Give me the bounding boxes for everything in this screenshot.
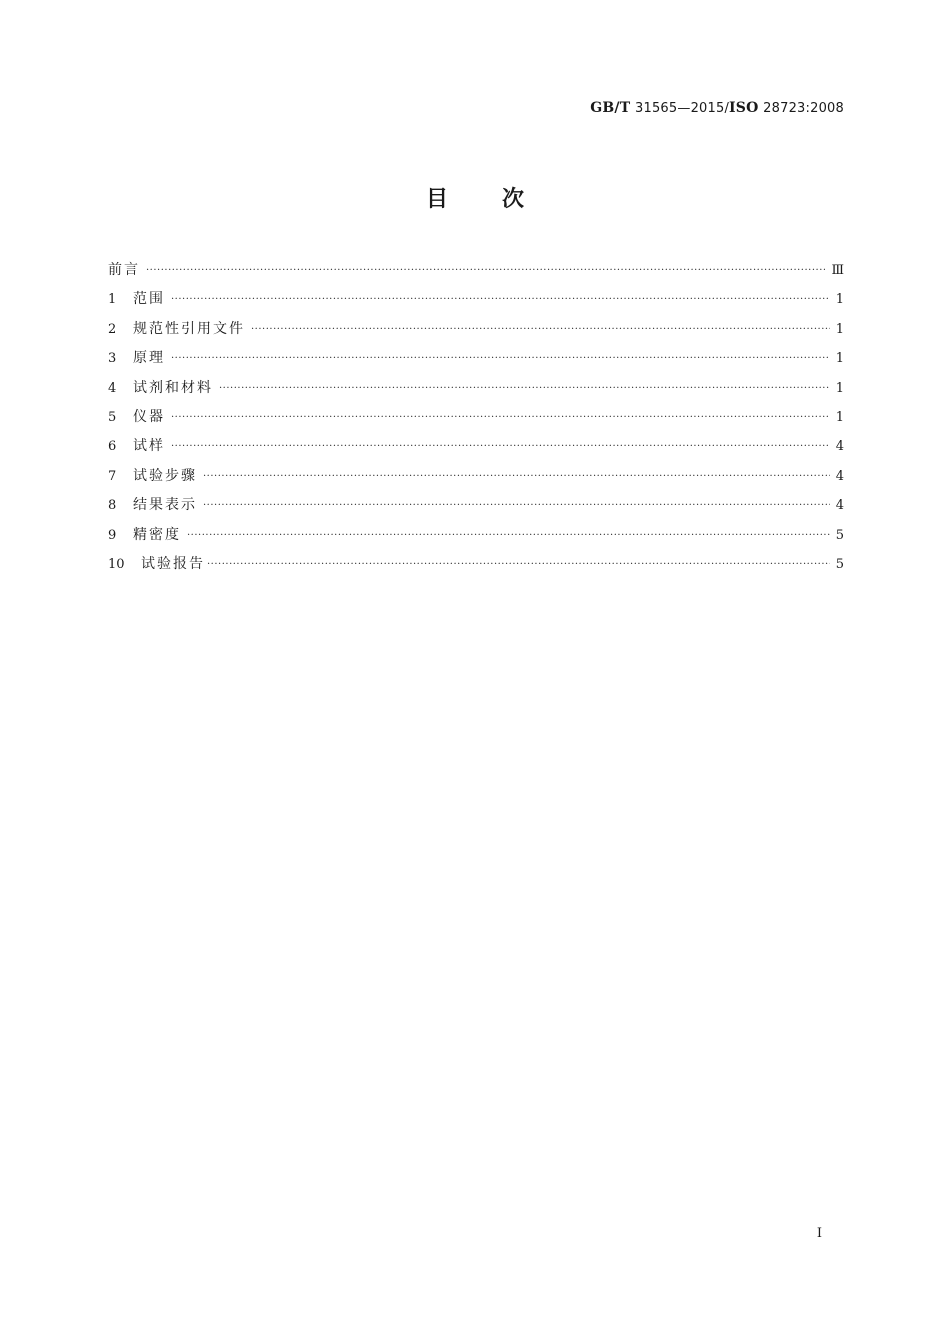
toc-leader-dots [203,500,830,511]
toc-entry-title: 试验报告 [141,555,205,572]
toc-leader-dots [146,265,825,276]
toc-entry-page: 5 [835,527,844,543]
toc-leader-dots [187,530,830,541]
toc-entry-2[interactable] [108,318,844,347]
toc-entry-title: 试剂和材料 [133,379,213,396]
toc-entry-page: 4 [835,498,844,514]
toc-entry-number: 2 [108,321,117,337]
toc-entry-page: 4 [835,468,844,484]
toc-leader-dots [171,294,830,305]
toc-entry-title: 原理 [133,350,165,367]
toc-entry-page: 1 [835,321,844,337]
toc-entry-number: 5 [108,409,117,425]
toc-entry-number: 6 [108,439,117,455]
standard-header [590,100,844,116]
toc-entry-number: 9 [108,527,117,543]
toc-entry-number: 7 [108,468,117,484]
toc-entry-title: 试样 [133,438,165,455]
toc-leader-dots [251,324,830,335]
toc-entry-foreword[interactable] [108,259,844,288]
toc-entry-page: 1 [835,292,844,308]
toc-entry-1[interactable] [108,288,844,317]
toc-leader-dots [219,383,830,394]
toc-entry-page: 1 [835,409,844,425]
page-title: 目次 [425,187,578,212]
toc-entry-page: 1 [835,380,844,396]
toc-entry-number: 4 [108,380,117,396]
toc-entry-number: 1 [108,292,117,308]
toc-entry-page: Ⅲ [831,263,844,278]
toc-entry-5[interactable] [108,406,844,435]
toc-entry-page: 4 [835,439,844,455]
toc-entry-page: 5 [835,556,844,572]
toc-entry-10[interactable] [108,553,844,582]
toc-entry-title: 结果表示 [133,497,197,514]
iso-number: 28723:2008 [763,101,844,116]
toc-leader-dots [203,471,830,482]
page-number: I [816,1226,822,1241]
toc-entry-3[interactable] [108,347,844,376]
toc-leader-dots [171,412,830,423]
std-number: 31565—2015/ [635,101,730,116]
toc-entry-6[interactable] [108,435,844,464]
table-of-contents [108,259,844,582]
toc-entry-title: 精密度 [133,526,181,543]
toc-leader-dots [207,559,830,570]
toc-entry-number: 10 [108,556,125,572]
toc-entry-4[interactable] [108,377,844,406]
toc-entry-title: 仪器 [133,408,165,425]
iso-prefix: ISO [729,100,759,116]
toc-leader-dots [171,353,830,364]
toc-leader-dots [171,441,830,452]
toc-entry-title: 试验步骤 [133,467,197,484]
toc-entry-7[interactable] [108,465,844,494]
toc-entry-number: 8 [108,498,117,514]
std-prefix: GB/T [590,100,631,116]
toc-entry-number: 3 [108,351,117,367]
toc-entry-title: 规范性引用文件 [133,320,245,337]
toc-entry-title: 范围 [133,291,165,308]
toc-entry-8[interactable] [108,494,844,523]
toc-entry-9[interactable] [108,524,844,553]
toc-entry-page: 1 [835,351,844,367]
toc-entry-title: 前言 [108,262,140,278]
